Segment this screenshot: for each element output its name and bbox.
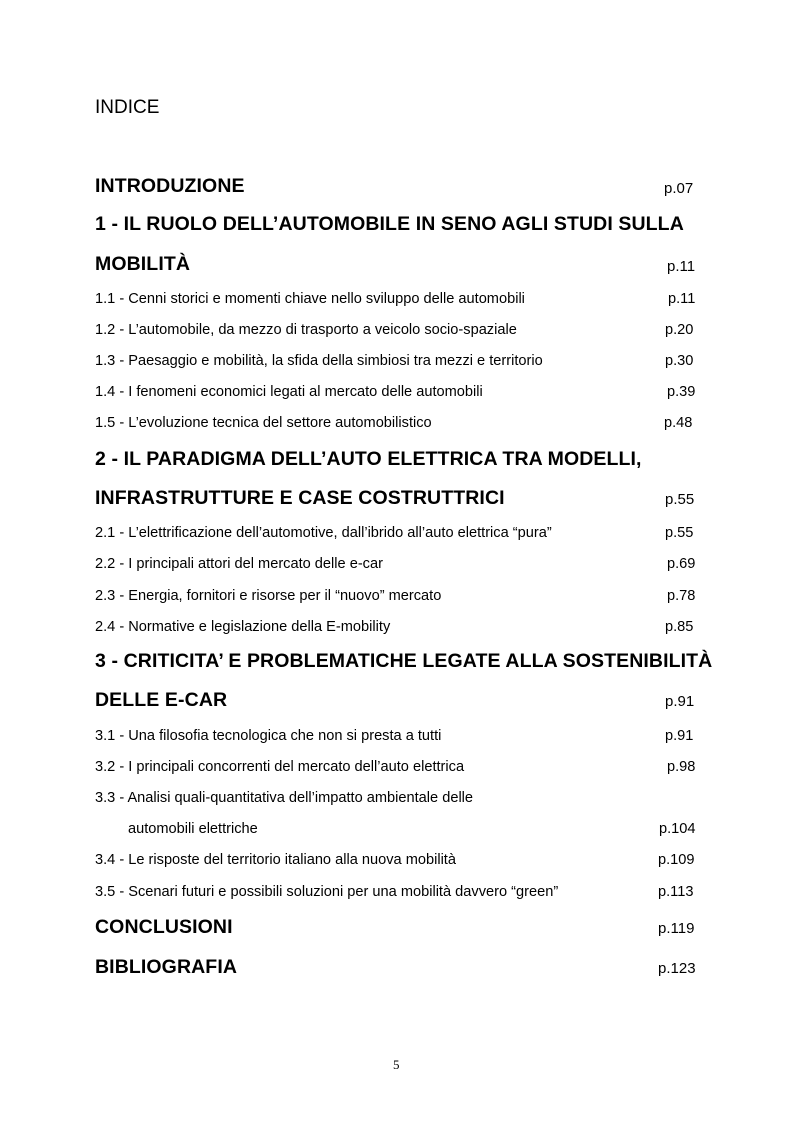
toc-section-3-5[interactable]: 3.5 - Scenari futuri e possibili soluzioni per una mobilità davvero “green” [95, 884, 559, 900]
toc-chapter-3-line1[interactable]: 3 - CRITICITA’ E PROBLEMATICHE LEGATE ALLA SOSTENIBILITÀ [95, 650, 713, 672]
toc-section-2-2[interactable]: 2.2 - I principali attori del mercato delle e-car [95, 556, 383, 572]
toc-page-1-1: p.11 [668, 291, 696, 307]
toc-section-2-1[interactable]: 2.1 - L’elettrificazione dell’automotive, dall’ibrido all’auto elettrica “pura” [95, 525, 552, 541]
toc-chapter-3-line2[interactable]: DELLE E-CAR [95, 689, 228, 711]
toc-page-3-2: p.98 [667, 759, 696, 775]
toc-page-1-4: p.39 [667, 384, 696, 400]
toc-page-chapter-2: p.55 [665, 491, 695, 508]
toc-section-3-4[interactable]: 3.4 - Le risposte del territorio italiano alla nuova mobilità [95, 852, 456, 868]
toc-section-1-5[interactable]: 1.5 - L’evoluzione tecnica del settore automobilistico [95, 415, 432, 431]
toc-section-1-2[interactable]: 1.2 - L’automobile, da mezzo di trasporto a veicolo socio-spaziale [95, 322, 517, 338]
toc-page-1-3: p.30 [665, 353, 694, 369]
toc-section-2-3[interactable]: 2.3 - Energia, fornitori e risorse per il “nuovo” mercato [95, 588, 442, 604]
toc-entry-introduzione[interactable]: INTRODUZIONE [95, 175, 245, 197]
toc-page-2-4: p.85 [665, 619, 694, 635]
page-number: 5 [393, 1057, 400, 1072]
toc-page-bibliografia: p.123 [658, 960, 696, 977]
toc-chapter-2-line1[interactable]: 2 - IL PARADIGMA DELL’AUTO ELETTRICA TRA MODELLI, [95, 448, 642, 470]
toc-page-chapter-3: p.91 [665, 693, 695, 710]
toc-section-3-1[interactable]: 3.1 - Una filosofia tecnologica che non si presta a tutti [95, 728, 442, 744]
toc-chapter-1-line1[interactable]: 1 - IL RUOLO DELL’AUTOMOBILE IN SENO AGLI STUDI SULLA [95, 213, 684, 235]
toc-page-3-3: p.104 [659, 821, 696, 837]
toc-page-chapter-1: p.11 [667, 258, 696, 275]
toc-page-3-5: p.113 [658, 884, 694, 900]
toc-page-3-4: p.109 [658, 852, 695, 868]
toc-entry-bibliografia[interactable]: BIBLIOGRAFIA [95, 956, 238, 978]
toc-section-3-2[interactable]: 3.2 - I principali concorrenti del mercato dell’auto elettrica [95, 759, 465, 775]
toc-chapter-1-line2[interactable]: MOBILITÀ [95, 253, 191, 275]
toc-section-2-4[interactable]: 2.4 - Normative e legislazione della E-mobility [95, 619, 391, 635]
toc-page-1-5: p.48 [664, 415, 693, 431]
toc-section-1-4[interactable]: 1.4 - I fenomeni economici legati al mercato delle automobili [95, 384, 483, 400]
toc-chapter-2-line2[interactable]: INFRASTRUTTURE E CASE COSTRUTTRICI [95, 487, 505, 509]
toc-page-conclusioni: p.119 [658, 920, 695, 937]
toc-page-1-2: p.20 [665, 322, 694, 338]
toc-section-3-3-continued[interactable]: automobili elettriche [128, 821, 258, 837]
toc-page-2-1: p.55 [665, 525, 694, 541]
toc-section-1-3[interactable]: 1.3 - Paesaggio e mobilità, la sfida della simbiosi tra mezzi e territorio [95, 353, 543, 369]
toc-entry-conclusioni[interactable]: CONCLUSIONI [95, 916, 233, 938]
toc-page-2-3: p.78 [667, 588, 696, 604]
toc-section-3-3[interactable]: 3.3 - Analisi quali-quantitativa dell’impatto ambientale delle [95, 790, 474, 806]
toc-section-1-1[interactable]: 1.1 - Cenni storici e momenti chiave nello sviluppo delle automobili [95, 291, 525, 307]
toc-page-3-1: p.91 [665, 728, 694, 744]
page-title: INDICE [95, 97, 160, 118]
toc-page-introduzione: p.07 [664, 180, 694, 197]
toc-page-2-2: p.69 [667, 556, 696, 572]
